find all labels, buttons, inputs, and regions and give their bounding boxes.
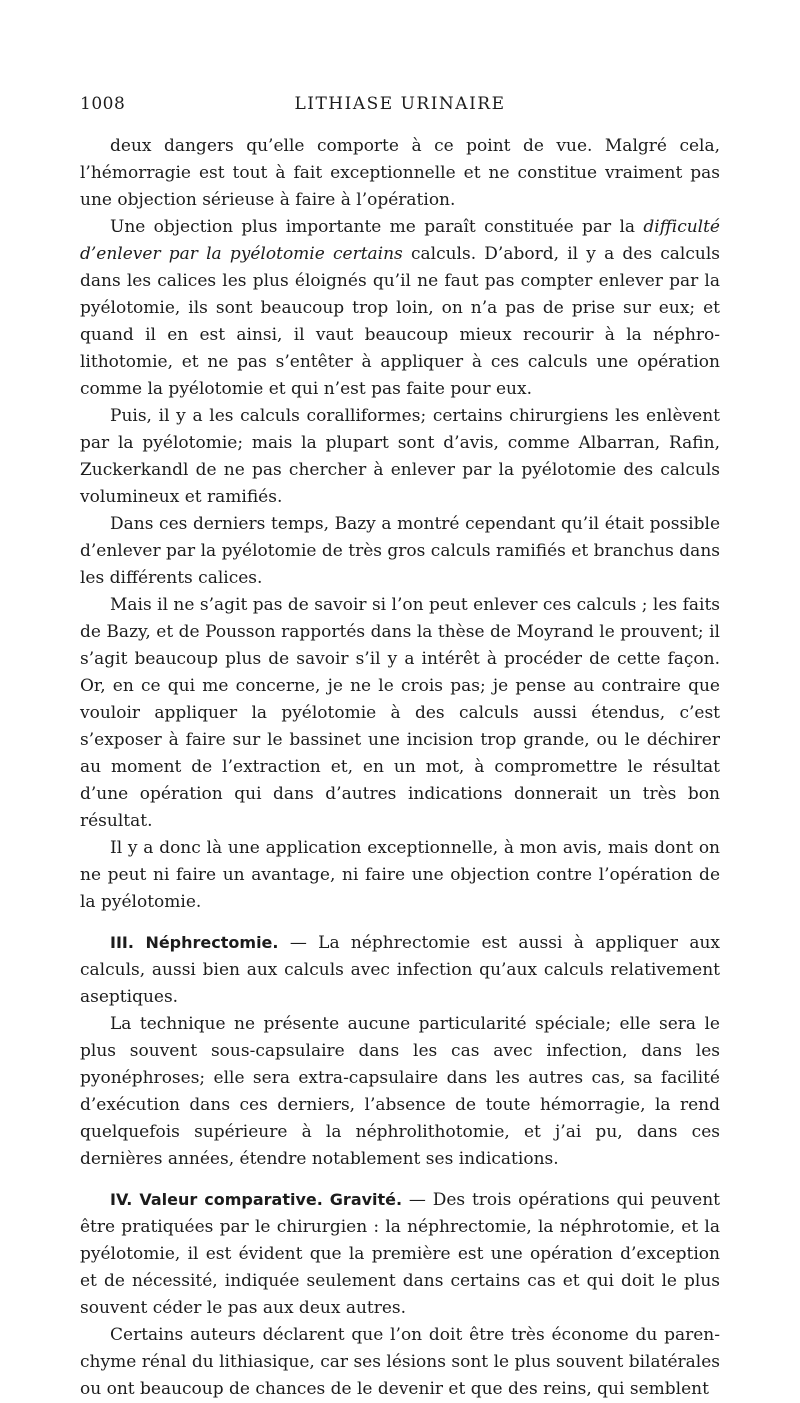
paragraph-2-start: Une objection plus importante me paraît constituée par la [110,217,644,237]
paragraph-3: Puis, il y a les calculs coralliformes; certains chirurgiens les enlèvent par la pyélotomie; mais la plupart sont d’avis, comme Albarran, Rafin, Zuckerkandl de ne pas chercher à enlever par la pyélotomie des calculs volumineux et ramifiés. [80,406,720,507]
section-gap [80,916,720,929]
paragraph-6: Il y a donc là une application exceptionnelle, à mon avis, mais dont on ne peut ni faire un avantage, ni faire une objection contre l’opération de la pyélotomie. [80,838,720,912]
paragraph-5: Mais il ne s’agit pas de savoir si l’on peut enlever ces calculs ; les faits de Bazy, et de Pousson rapportés dans la thèse de Moyrand le prouvent; il s’agit beaucoup plus de savoir s’il y a intérêt à procéder de cette façon. Or, en ce qui me concerne, je ne le crois pas; je pense au contraire que vouloir appliquer la pyélotomie à des calculs aussi étendus, c’est s’exposer à faire sur le bassinet une incision trop grande, ou le déchirer au moment de l’extraction et, en un mot, à compromettre le résultat d’une opération qui dans d’autres indications donnerait un très bon résultat. [80,595,720,831]
body-text [80,133,720,1403]
page-header [80,94,720,118]
section-4-paragraph [80,1186,720,1322]
page-number: 1008 [80,94,126,114]
running-title: LITHIASE URINAIRE [294,94,506,114]
paragraph-4: Dans ces derniers temps, Bazy a montré cependant qu’il était possible d’enlever par la pyélotomie de très gros calculs ramifiés et branchus dans les différents calices. [80,514,720,588]
paragraph-1: deux dangers qu’elle comporte à ce point de vue. Malgré cela, l’hémorragie est tout à fait exceptionnelle et ne constitue vraiment pas une objection sérieuse à faire à l’opération. [80,136,720,210]
paragraph-10: Certains auteurs déclarent que l’on doit être très économe du parenchyme rénal du lithiasique, car ses lésions sont le plus souvent bilatérales ou ont beaucoup de chances de le devenir et que des reins, qui semblent [80,1325,720,1399]
paragraph-2 [80,214,720,403]
section-4-text: — Des trois opérations qui peuvent être pratiquées par le chirurgien : la néphrectomie, la néphrotomie, et la pyélotomie, il est évident que la première est une opération d’exception et de nécessité, indiquée seulement dans certains cas et qui doit le plus souvent céder le pas aux deux autres. [80,1190,720,1318]
section-3-heading: III. Néphrectomie. [110,933,279,952]
section-4-heading: IV. Valeur comparative. Gravité. [110,1190,403,1209]
section-3-paragraph [80,929,720,1011]
paragraph-2-end: calculs. D’abord, il y a des calculs dans les calices les plus éloignés qu’il ne faut pas compter enlever par la pyélotomie, ils sont beaucoup trop loin, on n’a pas de prise sur eux; et quand il en est ainsi, il vaut beaucoup mieux recourir à la néphro-lithotomie, et ne pas s’entêter à appliquer à ces calculs une opération comme la pyélotomie et qui n’est pas faite pour eux. [80,244,720,399]
italic-phrase: difficulté d’enlever par la pyélotomie certains [80,217,720,264]
paragraph-8: La technique ne présente aucune particularité spéciale; elle sera le plus souvent sous-capsulaire dans les cas avec infection, dans les pyonéphroses; elle sera extra-capsulaire dans les autres cas, sa facilité d’exécution dans ces derniers, l’absence de toute hémorragie, la rend quelquefois supérieure à la néphrolithotomie, et j’ai pu, dans ces dernières années, étendre notablement ses indications. [80,1014,720,1169]
section-gap [80,1173,720,1186]
section-3-text: — La néphrectomie est aussi à appliquer aux calculs, aussi bien aux calculs avec infection qu’aux calculs relativement aseptiques. [80,933,721,1007]
